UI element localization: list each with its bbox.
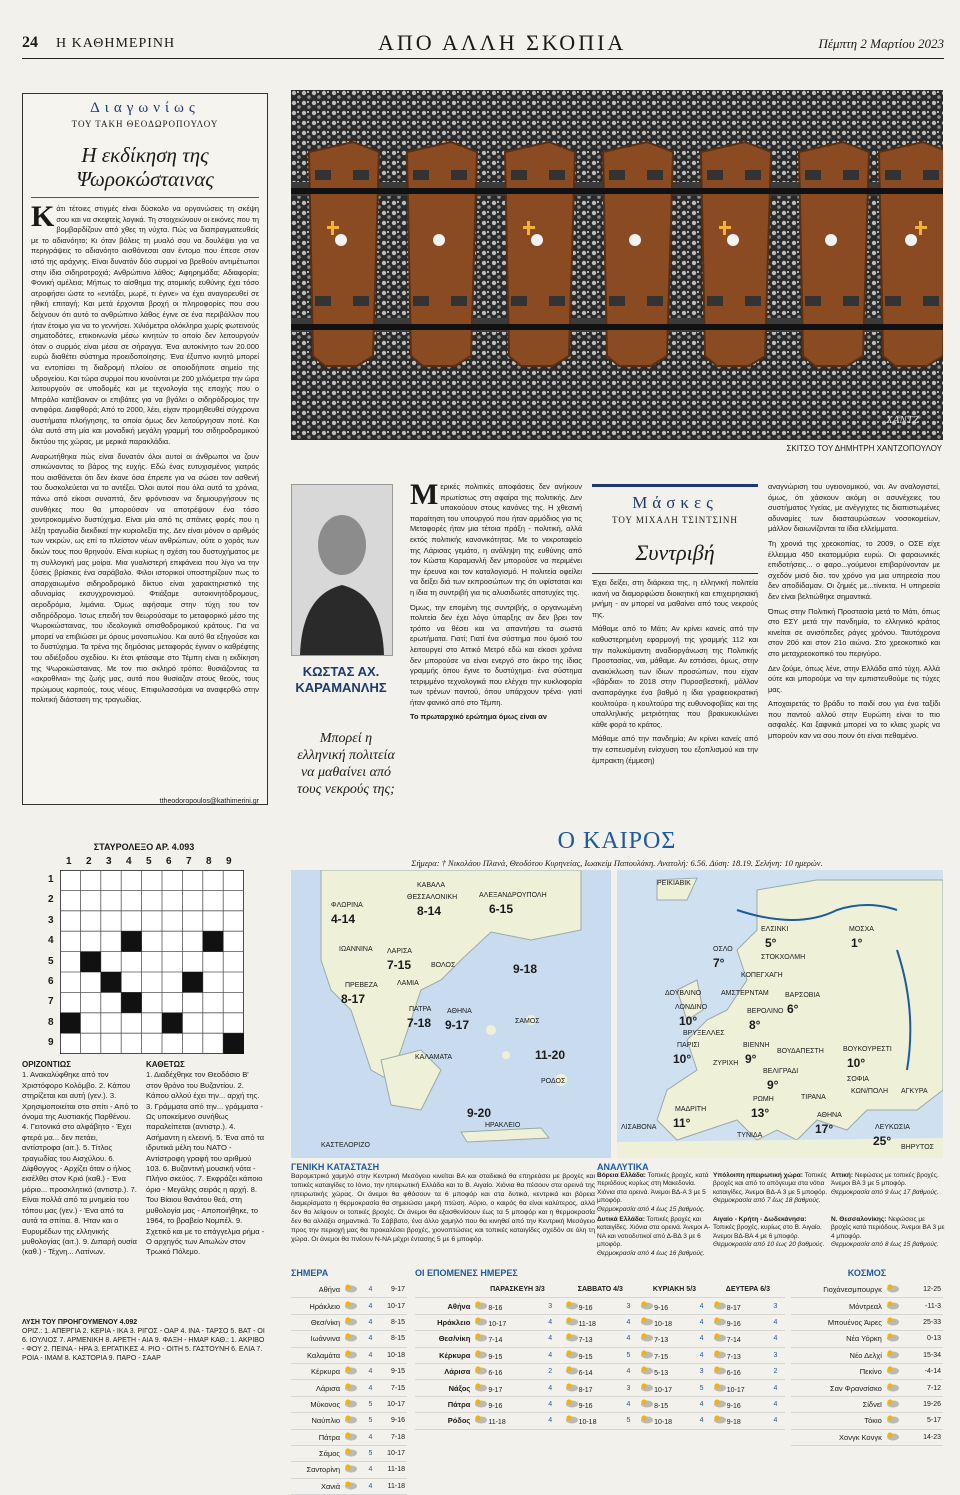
cloud-icon: [640, 1317, 654, 1326]
wind-value: 4: [367, 1347, 378, 1363]
weather-icon: [344, 1387, 358, 1394]
weather-icon: [886, 1321, 900, 1328]
wind-value: 4: [772, 1331, 785, 1347]
cloud-icon: [886, 1284, 900, 1293]
world-row: Πεκίνο -4-14: [791, 1363, 943, 1379]
today-row: Καλαμάτα 4 10-18: [291, 1347, 407, 1363]
wind-value: 4: [367, 1298, 378, 1314]
divider: [31, 197, 259, 198]
temp-value: 8-17: [726, 1304, 741, 1312]
wind-value: 4: [546, 1380, 562, 1396]
cloud-icon: [713, 1399, 727, 1408]
article-body: [31, 204, 259, 796]
crossword-row-numbers: 1 2 3 4 5 6 7 8 9: [48, 874, 54, 1049]
cloud-icon: [565, 1383, 579, 1392]
cloud-icon: [640, 1350, 654, 1359]
crossword-solution: ΛΥΣΗ ΤΟΥ ΠΡΟΗΓΟΥΜΕΝΟΥ 4.092 ΟΡΙΖ.: 1. ΑΠΕΡΓΙΑ 2. ΚΕΡΙΑ - ΙΚΑ 3. ΡΙΓΟΣ - ΟΑΡ 4. ΙΝΑ - ΤΑΡΣΟ 5. ΒΑΤ - ΟΙ 6. ΙΟΥΛΙΟΣ 7. ΑΡΜΕΝΙΚΗ 8. ΑΡΕΤΗ - ΑΙΑ 9. ΦΑΞΗ - ΗΜΑΡ ΚΑΘ.: 1. ΑΚΡΙΒΟ - ΦΟΥ 2. ΠΕΙΝΑ - ΗΡΑ 3. ΕΡΓΑΤΙΚΕΣ 4. ΡΙΟ - ΟΙΤΗ 5. ΓΑΣΤΟΥΝΗ 6. ΕΛΙΑ 7. ΡΟΙΑ - ΙΜΑΜ 8. ΚΑΣΤΟΡΙΑ 9. ΠΑΡΟ - ΣΑΑΡ: [22, 1319, 265, 1362]
cloud-icon: [344, 1317, 358, 1326]
cloud-icon: [640, 1399, 654, 1408]
illustration-coffins-on-track: [291, 90, 943, 440]
weather-icon: [565, 1370, 579, 1377]
drop-cap: Μ: [410, 482, 439, 511]
today-row: Ηράκλειο 4 10-17: [291, 1298, 407, 1314]
temp-value: 11-18: [488, 1419, 506, 1427]
analytic-block: Αττική: Νεφώσεις με τοπικές βροχές. Άνεμοι ΒΑ 3 με 5 μποφόρ. Θερμοκρασία από 9 έως 17 βαθμούς.: [831, 1172, 939, 1196]
article-title: Η εκδίκηση της Ψωροκώσταινας: [76, 143, 214, 191]
drop-cap: Κ: [31, 204, 55, 233]
cloud-icon: [474, 1301, 488, 1310]
temp-value: -4-14: [911, 1363, 943, 1379]
weather-icon: [344, 1288, 358, 1295]
weather-icon: [474, 1321, 488, 1328]
weather-icon: [474, 1387, 488, 1394]
weather-icon: [713, 1354, 727, 1361]
today-forecast: ΣΗΜΕΡΑ Αθήνα 4 9-17 Ηράκλειο 4 10-17 Θεσ/νίκη 4 8-15 Ιωάννινα 4 8-15 Καλαμάτα 4 10-18 Κέρκυρα 4 9-15 Λάρισα 4 7-15 Μύκονος 5 10-17 Ναύπλιο 5 9-16 Πάτρα 4 7-18 Σάμος 5 10-17 Σαντορίνη 4 11-18 Χανιά 4 11-18: [291, 1268, 407, 1495]
temp-value: 7-13: [726, 1353, 741, 1361]
temp-value: 15-34: [911, 1347, 943, 1363]
temp-value: 19-26: [911, 1396, 943, 1412]
weather-icon: [886, 1305, 900, 1312]
cloud-icon: [474, 1366, 488, 1375]
temp-value: 10-17: [488, 1320, 507, 1328]
wind-value: 5: [367, 1445, 378, 1461]
weather-section: [291, 828, 945, 1491]
world-row: Σαν Φρανσίσκο 7-12: [791, 1380, 943, 1396]
temp-value: 25-33: [911, 1314, 943, 1330]
temp-value: 9-17: [377, 1282, 407, 1298]
cloud-icon: [344, 1464, 358, 1473]
analytic-block: Ν. Θεσσαλονίκης: Νεφώσεις με βροχές κατά περιόδους. Άνεμοι ΒΑ 3 με 4 μποφόρ. Θερμοκρασία από 8 έως 15 βαθμούς.: [831, 1216, 945, 1249]
temp-value: 11-18: [377, 1462, 407, 1478]
today-row: Ιωάννινα 4 8-15: [291, 1331, 407, 1347]
wind-value: 4: [698, 1314, 711, 1330]
next-days-table: ΠΑΡΑΣΚΕΥΗ 3/3 ΣΑΒΒΑΤΟ 4/3 ΚΥΡΙΑΚΗ 5/3 ΔΕΥΤΕΡΑ 6/3 Αθήνα 8-16 3 9-16 3 9-16 4 8-17 3 Ηράκλειο 10-17 4 11-18 4 10-18 4 9-16 4 Θεσ/νίκη 7-14 4 7-13 4 7-13 4 7-14 4 Κέρκυρα 9-15 4 9-15 5 7-15 4 7-13 3 Λάρισα 6-16 2 6-14 4 5-13 3 6-16 2 Νάξος 9-17 4 8-17 3 10-17 5 10-17 4 Πάτρα 9-16 4 9-16 4 8-15 4 9-16 4 Ρόδος 11-18 4 10-18 5 10-18 4 9-18 4: [415, 1282, 785, 1430]
today-row: Σαντορίνη 4 11-18: [291, 1462, 407, 1478]
cloud-icon: [886, 1317, 900, 1326]
weather-icon: [344, 1436, 358, 1443]
world-table: [791, 1282, 943, 1446]
world-row: Γιοχάνεσμπουργκ 12-25: [791, 1282, 943, 1298]
cloud-icon: [565, 1350, 579, 1359]
temp-value: 9-15: [377, 1363, 407, 1379]
wind-value: 3: [772, 1347, 785, 1363]
next-days-row: Κέρκυρα 9-15 4 9-15 5 7-15 4 7-13 3: [415, 1347, 785, 1363]
cloud-icon: [344, 1415, 358, 1424]
wind-value: 4: [367, 1314, 378, 1330]
weather-icon: [886, 1354, 900, 1361]
weather-icon: [344, 1370, 358, 1377]
wind-value: 4: [625, 1331, 639, 1347]
weather-icon: [886, 1337, 900, 1344]
wind-value: 3: [772, 1298, 785, 1314]
column-byline: ΤΟΥ ΜΙΧΑΛΗ ΤΣΙΝΤΣΙΝΗ: [612, 515, 738, 525]
world-row: Νέο Δελχί 15-34: [791, 1347, 943, 1363]
today-row: Πάτρα 4 7-18: [291, 1429, 407, 1445]
today-row: Λάρισα 4 7-15: [291, 1380, 407, 1396]
weather-icon: [474, 1370, 488, 1377]
cloud-icon: [640, 1333, 654, 1342]
weather-icon: [344, 1452, 358, 1459]
weather-icon: [344, 1419, 358, 1426]
temp-value: 7-12: [911, 1380, 943, 1396]
weather-icon: [713, 1403, 727, 1410]
author-name: ΚΩΣΤΑΣ ΑΧ. ΚΑΡΑΜΑΝΛΗΣ: [295, 664, 387, 695]
temp-value: 9-17: [488, 1386, 503, 1394]
temp-value: 7-14: [726, 1337, 741, 1345]
cloud-icon: [565, 1301, 579, 1310]
author-portrait: [291, 484, 393, 656]
weather-icon: [713, 1337, 727, 1344]
world-row: Μπουένος Άιρες 25-33: [791, 1314, 943, 1330]
temp-value: 7-13: [654, 1337, 669, 1345]
weather-icon: [886, 1403, 900, 1410]
cloud-icon: [565, 1366, 579, 1375]
column-kicker: Μάσκες: [632, 493, 718, 512]
cloud-icon: [344, 1284, 358, 1293]
wind-value: 3: [625, 1380, 639, 1396]
temp-value: 9-16: [488, 1402, 503, 1410]
cloud-icon: [886, 1301, 900, 1310]
cloud-icon: [886, 1399, 900, 1408]
weather-icon: [565, 1305, 579, 1312]
temp-value: 10-17: [377, 1396, 407, 1412]
world-forecast: ΚΟΣΜΟΣ Γιοχάνεσμπουργκ 12-25 Μόντρεαλ -11-3 Μπουένος Άιρες 25-33 Νέα Υόρκη 0-13 Νέο Δελχί 15-34 Πεκίνο -4-14 Σαν Φρανσίσκο 7-12 Σίδνεϊ 19-26 Τόκιο 5-17 Χονγκ Κονγκ 14-23: [791, 1268, 943, 1446]
today-row: Θεσ/νίκη 4 8-15: [291, 1314, 407, 1330]
horizontal-clues: ΟΡΙΖΟΝΤΙΩΣ 1. Ανακαλύφθηκε από τον Χριστόφορο Κολόμβο. 2. Κάπου στηρίζεται και αυτή (γεν.). 3. Χρησιμοποιείται στο σπίτι - Από το όνομα της Αυστιακής Παρθένου. 4. Γειτονικά στο αλφάβητο - Έχει φτερά μα... δεν πετάει, αντίστροφα (αιτ.). 5. Τίτλος τραγωδίας του Αισχύλου. 6. Δίφθογγος - Αρχίζει όταν ο ήλιος εισέλθει στον Κριό (καθ.) - Ένα μόριο... προσκλητικό (αντιστρ.). 7. Είναι πολλά από τα μνημεία του τόπου μας (γεν.) - Ένα από τα αυτά τα σπίτια. 8. Ήταν και ο Ευρυμέδων της ελληνικής μυθολογίας (αιτ.). 9. Διπαρή ουσία (καθ.) - Τέχνη... Λατίνων.: [22, 1060, 138, 1257]
crossword-grid[interactable]: [60, 870, 244, 1054]
next-days-row: Νάξος 9-17 4 8-17 3 10-17 5 10-17 4: [415, 1380, 785, 1396]
cloud-icon: [886, 1383, 900, 1392]
weather-icon: [344, 1403, 358, 1410]
wind-value: 4: [367, 1429, 378, 1445]
weather-icon: [565, 1321, 579, 1328]
next-days-row: Ηράκλειο 10-17 4 11-18 4 10-18 4 9-16 4: [415, 1314, 785, 1330]
weather-icon: [565, 1419, 579, 1426]
temp-value: 7-15: [377, 1380, 407, 1396]
temp-value: 10-17: [654, 1386, 673, 1394]
general-status: ΓΕΝΙΚΗ ΚΑΤΑΣΤΑΣΗ Βαρομετρικό χαμηλό στην Κεντρική Μεσόγειο κινείται ΒΑ και σταδιακά θα επηρεάσει με βροχές και τοπικές καταιγίδες το Ιόνιο, την ηπειρωτική Ελλάδα και το Β. Αιγαίο. Χιόνια θα πέσουν στα ορεινά της ηπειρωτικής χώρας. Οι άνεμοι θα φθάσουν τα 6 μποφόρ και στα δυτικά, κεντρικά και βόρεια διαμερίσματα η θερμοκρασία θα σημειώσει μικρή πτώση. Αύριο, ο καιρός θα είναι καλύτερος, αλλά δεν θα λείψουν οι τοπικές βροχές. Οι άνεμοι θα εξασθενίσουν έως τα 5 μποφόρ και η θερμοκρασία δεν θα αλλάξει σημαντικά. Το Σάββατο, ένα άλλο χαμηλό που θα κινηθεί από την Κεντρική Μεσόγειο προς την περιοχή μας θα προκαλέσει βροχές, χιονοπτώσεις και τοπικές καταιγίδες σχεδόν σε όλη τη χώρα. Οι άνεμοι θα πνέουν Ν-ΝΑ μέχρι έντασης 5 με 6 μποφόρ.: [291, 1162, 595, 1243]
temp-value: 9-15: [488, 1353, 503, 1361]
wind-value: 3: [625, 1298, 639, 1314]
today-table: [291, 1282, 407, 1495]
cloud-icon: [713, 1301, 727, 1310]
column-kicker: Διαγωνίως: [90, 100, 200, 116]
wind-value: 5: [367, 1413, 378, 1429]
world-row: Χονγκ Κονγκ 14-23: [791, 1429, 943, 1445]
temp-value: 10-18: [578, 1419, 597, 1427]
temp-value: 7-18: [377, 1429, 407, 1445]
cloud-icon: [640, 1415, 654, 1424]
weather-icon: [640, 1337, 654, 1344]
weather-icon: [640, 1305, 654, 1312]
maskes-body-col2: αναγνώριση του υγειονομικού, ναι. Αν αναλογιστεί, όμως, ότι χάσκουν ακόμη οι ασυνέχειες του συστήματος Υγείας, με ανέγγιχτες τις διαπιστωμένες αδυναμίες των διασταυρώσεων νοσοκομείων, μάλλον διαιωνίζονται τα ίδια ελλείμματα. Τη χρονιά της χρεοκοπίας, το 2009, ο ΟΣΕ είχε έλλειμμα 450 εκατομμύρια ευρώ. Οι φαραωνικές επιδοτήσεις... ο φαρο...γούμενοι επιβαρύνονταν με σχεδόν μισό δισ. τον χρόνο για μια υπηρεσία που δεν αποδίδαμαν. Οι ζημιές με...τίνεκτα. Η υπηρεσία δεν είναι βελτιώθηκε σημαντικά. Όπως στην Πολιτική Προστασία μετά το Μάτι, όπως στο ΕΣΥ μετά την πανδημία, το ελληνικό κράτος κινείται σε ανισόπεδες ράγες χρόνου. Ταυτόχρονα στον 20ό και στον 21ο αιώνα. Στο χρεοκοπικό και στο μεταχρεοκοπικό του περιγύρο. Δεν ζούμε, όπως λένε, στην Ελλάδα από τύχη. Αλλά ούτε και μπορούμε να την εμπιστευθούμε τις τύχες μας. Αποχαιρετάς το βράδυ το παιδί σου για ένα ταξίδι που παντού αλλού στην Ευρώπη είναι το πιο ασφαλές. Και ξαφνικά μπορεί να το κλαις χωρίς να μπορούν καν να σου πουν ότι είναι πεθαμένο.: [768, 482, 940, 741]
wind-value: 5: [698, 1380, 711, 1396]
cloud-icon: [474, 1383, 488, 1392]
artist-signature: ΧΑΝΤΖ: [885, 414, 919, 426]
cloud-icon: [474, 1317, 488, 1326]
cloud-icon: [713, 1317, 727, 1326]
weather-icon: [565, 1354, 579, 1361]
temp-value: 11-18: [578, 1320, 596, 1328]
europe-weather-map: ΡΕΙΚΙΑΒΙΚ ΕΛΣΙΝΚΙ 5° ΜΟΣΧΑ 1° ΟΣΛΟ 7° ΣΤΟΚΧΟΛΜΗ ΚΟΠΕΓΧΑΓΗ ΔΟΥΒΛΙΝΟ ΑΜΣΤΕΡΝΤΑΜ ΒΑΡΣΟΒΙΑ 6° ΛΟΝΔΙΝΟ 10° ΒΕΡΟΛΙΝΟ 8° ΒΡΥΞΕΛΛΕΣ ΠΑΡΙΣΙ 10° ΒΙΕΝΝΗ 9° ΒΟΥΚΟΥΡΕΣΤΙ 10° ΒΟΥΔΑΠΕΣΤΗ ΖΥΡΙΧΗ ΒΕΛΙΓΡΑΔΙ 9° ΣΟΦΙΑ ΚΩΝ/ΠΟΛΗ ΑΓΚΥΡΑ ΤΙΡΑΝΑ ΡΩΜΗ 13° ΜΑΔΡΙΤΗ 11° ΛΙΣΑΒΟΝΑ ΤΥΝΙΔΑ ΑΘΗΝΑ 17° ΛΕΥΚΩΣΙΑ 25° ΒΗΡΥΤΟΣ: [617, 870, 943, 1158]
temp-value: 6-16: [726, 1370, 741, 1378]
author-email[interactable]: ttheodoropoulos@kathimerini.gr: [159, 798, 259, 805]
weather-icon: [640, 1419, 654, 1426]
weather-icon: [344, 1468, 358, 1475]
cloud-icon: [474, 1333, 488, 1342]
cloud-icon: [565, 1399, 579, 1408]
greece-weather-map: ΚΑΒΑΛΑ ΘΕΣΣΑΛΟΝΙΚΗ 8-14 ΑΛΕΞΑΝΔΡΟΥΠΟΛΗ 6-15 ΦΛΩΡΙΝΑ 4-14 ΙΩΑΝΝΙΝΑ ΛΑΡΙΣΑ 7-15 ΒΟΛΟΣ ΠΡΕΒΕΖΑ 8-17 ΛΑΜΙΑ ΠΑΤΡΑ 7-18 ΑΘΗΝΑ 9-17 ΣΑΜΟΣ ΚΑΛΑΜΑΤΑ ΡΟΔΟΣ ΗΡΑΚΛΕΙΟ ΚΑΣΤΕΛΟΡΙΖΟ 9-18 11-20 9-20: [291, 870, 611, 1158]
cloud-icon: [640, 1366, 654, 1375]
cloud-icon: [344, 1399, 358, 1408]
crossword-grid-area: [22, 870, 266, 1054]
today-row: Σάμος 5 10-17: [291, 1445, 407, 1461]
temp-value: 9-16: [578, 1304, 593, 1312]
analytic-block: Υπόλοιπη ηπειρωτική χώρα: Τοπικές βροχές και από το απόγευμα στα νότια καταιγίδες. Άνεμοι ΒΔ-Α 3 με 5 μποφόρ. Θερμοκρασία από 7 έως 18 βαθμούς.: [713, 1172, 828, 1205]
publication-name: Η ΚΑΘΗΜΕΡΙΝΗ: [56, 36, 176, 51]
wind-value: 4: [772, 1396, 785, 1412]
temp-value: 9-16: [726, 1402, 741, 1410]
wind-value: 4: [625, 1314, 639, 1330]
cloud-icon: [344, 1383, 358, 1392]
temp-value: 9-18: [726, 1419, 741, 1427]
temp-value: 9-16: [578, 1402, 593, 1410]
temp-value: -11-3: [911, 1298, 943, 1314]
today-row: Κέρκυρα 4 9-15: [291, 1363, 407, 1379]
crossword-col-numbers: 1 2 3 4 5 6 7 8 9: [66, 856, 232, 867]
temp-value: 7-14: [488, 1337, 503, 1345]
wind-value: 4: [546, 1396, 562, 1412]
analytic-block: Βόρεια Ελλάδα: Τοπικές βροχές, κατά περιόδους κυρίως στη Μακεδονία. Χιόνια στα ορεινά. Άνεμοι ΒΔ-Α 3 με 5 μποφόρ. Θερμοκρασία από 4 έως 15 βαθμούς.: [597, 1172, 709, 1213]
weather-icon: [474, 1419, 488, 1426]
wind-value: 4: [698, 1347, 711, 1363]
weather-icon: [474, 1403, 488, 1410]
wind-value: 4: [698, 1331, 711, 1347]
wind-value: 4: [698, 1396, 711, 1412]
world-row: Νέα Υόρκη 0-13: [791, 1331, 943, 1347]
wind-value: 4: [367, 1331, 378, 1347]
weather-icon: [565, 1337, 579, 1344]
maskes-header: [592, 484, 758, 574]
temp-value: 8-15: [377, 1314, 407, 1330]
cloud-icon: [886, 1333, 900, 1342]
wind-value: 4: [367, 1380, 378, 1396]
temp-value: 6-14: [578, 1370, 593, 1378]
weather-icon: [713, 1370, 727, 1377]
temp-value: 10-17: [726, 1386, 745, 1394]
cloud-icon: [713, 1366, 727, 1375]
weather-icon: [640, 1403, 654, 1410]
weather-subtitle: Σήμερα: † Νικολάου Πλανά, Θεοδότου Κυρηνείας, Ιωακείμ Παπουλάκη. Ανατολή: 6.56. Δύση: 18.19. Σελήνη: 10 ημερών.: [411, 858, 823, 868]
temp-value: 11-18: [377, 1478, 407, 1494]
cloud-icon: [565, 1333, 579, 1342]
wind-value: 4: [772, 1314, 785, 1330]
vertical-clues: ΚΑΘΕΤΩΣ 1. Διαδέχθηκε τον Θεοδόσιο Β' στον θρόνο του Βυζαντίου. 2. Κάπου αλλού έχει την... αρχή της. 3. Γράμματα από την... γράμματα - Ως υποκείμενο συνήθως παραλείπεται (αντιστρ.). 4. Ασήμαντη η ελεεινή. 5. Ένα από τα ιδρυτικά μέλη του ΝΑΤΟ - Αντίστροφη γραφή του αριθμού 103. 6. Βυζαντινή μουσική νότα - Πλήνο σκεύος. 7. Εκφράζει κάποιο όριο - Μεγάλης σειράς η αρχή. 8. Του Βίαιου θανάτου θεά, στη μυθολογία μας - Αποποιήθηκε, το 1964, το βραβείο Νομπέλ. 9. Σχετικό και με το επάγγελμα ρήμα - Ο αρχηγός των Αιτωλών στον Τρωικό Πόλεμο.: [146, 1060, 265, 1257]
cloud-icon: [713, 1383, 727, 1392]
temp-value: 14-23: [911, 1429, 943, 1445]
weather-icon: [640, 1321, 654, 1328]
cloud-icon: [344, 1333, 358, 1342]
temp-value: 9-15: [578, 1353, 593, 1361]
weather-icon: [886, 1419, 900, 1426]
analytic-block: Δυτικά Ελλάδα: Τοπικές βροχές και καταιγίδες. Χιόνια στα ορεινά. Άνεμοι Α-ΝΑ και νοτιοδυτικοί από Δ-ΒΔ 3 με 6 μποφόρ. Θερμοκρασία από 4 έως 16 βαθμούς.: [597, 1216, 711, 1257]
cloud-icon: [474, 1415, 488, 1424]
weather-icon: [713, 1321, 727, 1328]
cloud-icon: [886, 1415, 900, 1424]
weather-icon: [886, 1288, 900, 1295]
weather-icon: [640, 1370, 654, 1377]
weather-title: Ο ΚΑΙΡΟΣ: [557, 828, 677, 854]
weather-icon: [474, 1337, 488, 1344]
weather-icon: [886, 1436, 900, 1443]
wind-value: 4: [367, 1363, 378, 1379]
weather-icon: [344, 1337, 358, 1344]
temp-value: 10-18: [654, 1320, 673, 1328]
wind-value: 4: [698, 1298, 711, 1314]
paragraph: Αναρωτήθηκα πώς είναι δυνατόν όλοι αυτοί οι άνθρωποι να ζουν σπικώνοντας το βάρος της ευχής. Εδώ ένας ευτυχισμένος γιατρός που αισθάνεται ότι δεν έκανε όσα έπρεπε για να σώσει τον ασθενή του δυσκολεύεται να το αντέξει. Όλοι αυτοί που όλα αυτά τα χρόνια, πάνω από είκοσι συναπτά, δεν φρόντισαν να δημιουργήσουν τις συνθήκες που θα μπορούσαν να αποτρέψουν ένα τόσο χοντροκομμένο δυστύχημα. Είναι μία από τις σπάνιες φορές που η λέξη τραγωδία διεκδικεί την κυριολεξία της. Δεν είναι μόνον ο αριθμός των νεκρών, ως επί το πλείστον νέων ανθρώπων, ούτε ο χορός των δικών τους που θρηνούν. Είναι κυρίως η σχέση του δυστυχήματος με τη συλλογική μας μοίρα. Μια γυαλιστερή επιφάνεια που λίγο να την ξύσεις βρίσκεις ένα σαράβαλο. Φιλοι ιστορικοί υποστηρίζουν πως το απαρχαιωμένο σιδηροδρομικό δίκτυο είναι χαρακτηριστικό της αδυναμίας εκσυγχρονισμού. Φτιάξαμε αυτοκινητόδρομους, αεροδρόμια, λιμάνια. Όμως αφήσαμε στην τύχη του τον σιδηρόδρομο. Ίσως επειδή τον θεωρούσαμε το μεταφορικό μέσο της Ψωροκώσταινας, του ιδεολογικά οπισθοδρομικού κράτους. Για να μπορεί να επιβιώσει με όρους μονοπωλίου. Και αυτό θα εξηγούσε και το δυστύχημα. Τα τρένα της δημόσιας μεταφοράς έγιναν ο καθρέφτης του αδιέξοδου σχεδίου. Κι έτσι φτάσαμε στο Τέμπη είναι η εκδίκηση της Ψωροκώσταινας. Με τον πιο σκληρό τρόπο: θυσιάζοντας τα «ακροθίνια» της ζωής μας, αυτά που θυσίαζαν στους θεούς, τους πρώιμους καρπούς, τους νέους. Επιφυλασσόμαι να αναφερθώ στην πολιτική διάσταση της τραγωδίας.: [31, 451, 259, 705]
cloud-icon: [344, 1301, 358, 1310]
temp-value: 5-17: [911, 1413, 943, 1429]
cloud-icon: [565, 1317, 579, 1326]
next-days-row: Θεσ/νίκη 7-14 4 7-13 4 7-13 4 7-14 4: [415, 1331, 785, 1347]
weather-icon: [713, 1419, 727, 1426]
temp-value: 12-25: [911, 1282, 943, 1298]
weather-icon: [344, 1305, 358, 1312]
cloud-icon: [344, 1432, 358, 1441]
wind-value: 4: [772, 1380, 785, 1396]
wind-value: 3: [698, 1363, 711, 1379]
temp-value: 10-18: [654, 1419, 673, 1427]
weather-icon: [474, 1354, 488, 1361]
cloud-icon: [344, 1350, 358, 1359]
temp-value: 8-16: [488, 1304, 503, 1312]
wind-value: 4: [367, 1478, 378, 1494]
next-days-row: Αθήνα 8-16 3 9-16 3 9-16 4 8-17 3: [415, 1298, 785, 1314]
cloud-icon: [474, 1350, 488, 1359]
wind-value: 4: [546, 1314, 562, 1330]
weather-icon: [344, 1354, 358, 1361]
wind-value: 4: [546, 1331, 562, 1347]
crossword-title: ΣΤΑΥΡΟΛΕΞΟ ΑΡ. 4.093: [93, 842, 195, 852]
world-row: Σίδνεϊ 19-26: [791, 1396, 943, 1412]
temp-value: 10-17: [377, 1298, 407, 1314]
today-row: Ναύπλιο 5 9-16: [291, 1413, 407, 1429]
wind-value: 4: [625, 1363, 639, 1379]
section-name: ΑΠΟ ΑΛΛΗ ΣΚΟΠΙΑ: [378, 30, 627, 55]
column-byline: ΤΟΥ ΤΑΚΗ ΘΕΟΔΩΡΟΠΟΥΛΟΥ: [71, 119, 219, 129]
article-title: Συντριβή: [635, 540, 715, 565]
next-days-row: Ρόδος 11-18 4 10-18 5 10-18 4 9-18 4: [415, 1413, 785, 1429]
temp-value: 9-16: [377, 1413, 407, 1429]
page-number: 24: [22, 34, 38, 51]
illustration-credit: ΣΚΙΤΣΟ ΤΟΥ ΔΗΜΗΤΡΗ ΧΑΝΤΖΟΠΟΥΛΟΥ: [786, 444, 942, 453]
temp-value: 9-16: [654, 1304, 669, 1312]
cloud-icon: [344, 1366, 358, 1375]
portrait-svg: [292, 485, 392, 655]
today-row: Αθήνα 4 9-17: [291, 1282, 407, 1298]
cloud-icon: [886, 1432, 900, 1441]
world-row: Μόντρεαλ -11-3: [791, 1298, 943, 1314]
wind-value: 4: [625, 1396, 639, 1412]
cloud-icon: [713, 1350, 727, 1359]
next-days-forecast: ΟΙ ΕΠΟΜΕΝΕΣ ΗΜΕΡΕΣ ΠΑΡΑΣΚΕΥΗ 3/3 ΣΑΒΒΑΤΟ 4/3 ΚΥΡΙΑΚΗ 5/3 ΔΕΥΤΕΡΑ 6/3 Αθήνα 8-16 3 9-16 3 9-16 4 8-17 3 Ηράκλειο 10-17 4 11-18 4 10-18 4 9-16 4 Θεσ/νίκη 7-14 4 7-13 4 7-13 4 7-14 4 Κέρκυρα 9-15 4 9-15 5 7-15 4 7-13 3 Λάρισα 6-16 2 6-14 4 5-13 3 6-16 2 Νάξος 9-17 4 8-17 3 10-17 5 10-17 4 Πάτρα 9-16 4 9-16 4 8-15 4 9-16 4 Ρόδος 11-18 4 10-18 5 10-18 4 9-18 4: [415, 1268, 785, 1430]
cloud-icon: [344, 1481, 358, 1490]
analytic-forecast: ΑΝΑΛΥΤΙΚΑ Βόρεια Ελλάδα: Τοπικές βροχές, κατά περιόδους κυρίως στη Μακεδονία. Χιόνια στα ορεινά. Άνεμοι ΒΔ-Α 3 με 5 μποφόρ. Θερμοκρασία από 4 έως 15 βαθμούς. Υπόλοιπη ηπειρωτική χώρα: Τοπικές βροχές και από το απόγευμα στα νότια καταιγίδες. Άνεμοι ΒΔ-Α 3 με 5 μποφόρ. Θερμοκρασία από 7 έως 18 βαθμούς. Αττική: Νεφώσεις με τοπικές βροχές. Άνεμοι ΒΑ 3 με 5 μποφόρ. Θερμοκρασία από 9 έως 17 βαθμούς. Δυτικά Ελλάδα: Τοπικές βροχές και καταιγίδες. Χιόνια στα ορεινά. Άνεμοι Α-ΝΑ και νοτιοδυτικοί από Δ-ΒΔ 3 με 6 μποφόρ. Θερμοκρασία από 4 έως 16 βαθμούς. Αιγαίο - Κρήτη - Δωδεκάνησα: Τοπικές βροχές, κυρίως στο Β. Αιγαίο. Άνεμοι ΒΔ-ΒΑ 4 με 6 μποφόρ. Θερμοκρασία από 10 έως 20 βαθμούς. Ν. Θεσσαλονίκης: Νεφώσεις με βροχές κατά περιόδους. Άνεμοι ΒΑ 3 με 4 μποφόρ. Θερμοκρασία από 8 έως 15 βαθμούς.: [597, 1162, 945, 1257]
karamanlis-article-body: Μερικές πολιτικές αποφάσεις δεν ανήκουν πρωτίστως στη σφαίρα της πολιτικής. Δεν υπακούουν στους κανόνες της. Η χθεσινή παραίτηση του υπουργού που ήταν αρμόδιος για τις Μεταφορές ήταν μια τέτοια πράξη - πολιτική, αλλά εκτός πολιτικής κανονικότητας. Με το νεκροταφείο της Λάρισας γεμάτο, η ανάληψη της ευθύνης από τον Κώστα Καραμανλή δεν μπορούσε να περιμένει την έρευνα και τον καταλογισμό. Η πολιτεία οφείλει να δείξει διά των εκπροσώπων της ότι υφίσταται και η ίδια τη συντριβή για τις αλυσιδωτές αποτυχίες της. Όμως, την επομένη της συντριβής, ο οργανωμένη πολιτεία δεν έχει λόγο ύπαρξης αν δεν βρει τον τρόπο να θέσει και να απαντήσει τα σωστά ερωτήματα. Γιατί; Γιατί ένα σύστημα που όμοιό του λειτουργεί στο Αττικό Μετρό εδώ και είκοσι χρόνια δεν μπορούσε να είναι ενεργό στο άκρο της ίδιας γραμμής όπου έγινε το δυστύχημα· ένα σύστημα τετριμμένο τεχνολογικά που ελέγχει την κυκλοφορία των τρένων παντού, όπου υπάρχουν τρένα· γιατί ήταν φανικό από στο Τέμπη. Το πρωταρχικό ερώτημα όμως είναι αν: [410, 482, 582, 722]
weather-icon: [474, 1305, 488, 1312]
wind-value: 4: [698, 1413, 711, 1429]
cloud-icon: [886, 1366, 900, 1375]
today-row: Μύκονος 5 10-17: [291, 1396, 407, 1412]
temp-value: 9-16: [726, 1320, 741, 1328]
weather-icon: [886, 1387, 900, 1394]
crossword: [22, 842, 266, 1363]
temp-value: 8-15: [654, 1402, 669, 1410]
paragraph: άτι τέτοιες στιγμές είναι δύσκολο να οργανώσεις τη σκέψη σου και να σκεφτείς λογικά. Τη στοιχειώνουν οι εικόνες που τη βομβαρδίζουν από χθες τη νύχτα. Πώς να διαπραγματευθείς με το αδιανόητο; Κι όταν βάλεις τη μυαλό σου να δουλέψει για να περιγράψεις το αδιανόητο αισθάνεσαι σαν έντομο που έπεσε στον ιστό της αράχνης. Είναι δυνατόν δύο συρμοί να βρεθούν αντιμέτωποι στην ίδια σιδηροτροχιά; Ανθρώπινο λάθος; Αφηρημάδα; Αδιαφορία; Φονική αμέλεια; Μήπως το αίσθημα της ατομικής ευθύνης έχει τόσο ατροφήσει ώστε το «εντάξει, μωρέ, τι έγινε» να έχει αναγορευθεί σε ηθική επιταγή; Και μετά έρχονται βροχή οι πληροφορίες που σου δείχνουν ότι αυτό το ανθρώπινο λάθος έγινε σε ένα περιβάλλον που ήταν έτοιμο για να το γεννήσει. Χιλιόμετρα ολόκληρα χωρίς φωτεινούς σηματοδότες, επικοινωνία μέσω κινητών το οποίο δεν λειτουργούν όταν ο συρμός είναι μέσα σε σήραγγα. Ένα αυτοκίνητο των 20.000 ευρώ διαθέτει σύστημα προειδοποίησης. Ένα έξυπνο κινητό μπορεί να εντοπίσει τη διαδρομή πλοίου σε οποιοδήποτε σημείο της υδρογείου. Και τώρα συρμοί που κινούνται με 200 χιλιόμετρα την ώρα λειτουργούν σε υποδομές και με τεχνολογία της εποχής που ο Μπράλο κατέβαιναν οι επιβάτες για να βγάλει ο σιδηρόδρομος την αντιφόρα. Διαφθορά; Από το 2000, λέει, είχαν προμηθευθεί σύγχρονα συστήματα πλοήγησης, τα οποία όμως δεν λειτούργησαν ποτέ. Και όλα αυτά στη μία και μοναδική μεγάλη γραμμή του σιδηροδρομικού δικτύου της χώρας, με μερικά παρακλάδια.: [31, 204, 259, 447]
cloud-icon: [565, 1415, 579, 1424]
weather-icon: [886, 1370, 900, 1377]
weather-icon: [713, 1387, 727, 1394]
temp-value: 10-18: [377, 1347, 407, 1363]
illustration-svg: [291, 90, 943, 440]
cloud-icon: [640, 1383, 654, 1392]
pull-quote: Μπορεί η ελληνική πολιτεία να μαθαίνει από τους νεκρούς της;: [297, 731, 395, 797]
wind-value: 5: [625, 1347, 639, 1363]
weather-icon: [713, 1305, 727, 1312]
temp-value: 7-15: [654, 1353, 669, 1361]
weather-icon: [640, 1387, 654, 1394]
cloud-icon: [640, 1301, 654, 1310]
wind-value: 4: [772, 1413, 785, 1429]
maskes-body-col1: Έχει δείξει, στη διάρκεια της, η ελληνική πολιτεία ικανή να διαμορφώσει διοικητική και επιχειρησιακή μνήμη - αν μπορεί να μαθαίνει από τους νεκρούς της. Μάθαμε από το Μάτι; Αν κρίνει κανείς από την καθυστερημένη εφαρμογή της γραμμής 112 και την πολυκύμαντη αναδιοργάνωση της Πολιτικής Προστασίας, ναι, μάθαμε. Αν εστιάσει, όμως, στην ανακύκλωση των ίδιων προσώπων, που είχαν «βάρδια» το 2018 στην Πυροσβεστική, μάλλον αναπαράγηκε ένα βαθμό η ίδια γραφειοκρατική κουλτούρα· η κουλτούρα της ευθυνοφοβίας και της υπαλληλικής μετριότητας που βρακυκυκλώνει κάθε φορά το κράτος. Μάθαμε από την πανδημία; Αν κρίνει κανείς από την εσπευσμένη ενίσχυση του εξοπλισμού και την έμπρακτη (έμμεση): [592, 578, 758, 765]
weather-icon: [565, 1403, 579, 1410]
analytic-block: Αιγαίο - Κρήτη - Δωδεκάνησα: Τοπικές βροχές, κυρίως στο Β. Αιγαίο. Άνεμοι ΒΔ-ΒΑ 4 με 6 μποφόρ. Θερμοκρασία από 10 έως 20 βαθμούς.: [713, 1216, 825, 1249]
weather-icon: [640, 1354, 654, 1361]
wind-value: 2: [546, 1363, 562, 1379]
temp-value: 8-15: [377, 1331, 407, 1347]
temp-value: 10-17: [377, 1445, 407, 1461]
wind-value: 5: [625, 1413, 639, 1429]
wind-value: 3: [546, 1298, 562, 1314]
temp-value: 5-13: [654, 1370, 669, 1378]
weather-icon: [565, 1387, 579, 1394]
cloud-icon: [886, 1350, 900, 1359]
cloud-icon: [474, 1399, 488, 1408]
wind-value: 4: [546, 1413, 562, 1429]
temp-value: 6-16: [488, 1370, 503, 1378]
today-row: Χανιά 4 11-18: [291, 1478, 407, 1494]
cloud-icon: [344, 1448, 358, 1457]
issue-date: Πέμπτη 2 Μαρτίου 2023: [818, 36, 944, 51]
next-days-row: Πάτρα 9-16 4 9-16 4 8-15 4 9-16 4: [415, 1396, 785, 1412]
diagonios-column: [22, 93, 268, 805]
cloud-icon: [713, 1333, 727, 1342]
next-days-row: Λάρισα 6-16 2 6-14 4 5-13 3 6-16 2: [415, 1363, 785, 1379]
wind-value: 4: [367, 1282, 378, 1298]
wind-value: 4: [367, 1462, 378, 1478]
temp-value: 0-13: [911, 1331, 943, 1347]
page-header: [22, 28, 944, 59]
wind-value: 2: [772, 1363, 785, 1379]
temp-value: 8-17: [578, 1386, 593, 1394]
weather-icon: [344, 1321, 358, 1328]
wind-value: 4: [546, 1347, 562, 1363]
wind-value: 5: [367, 1396, 378, 1412]
world-row: Τόκιο 5-17: [791, 1413, 943, 1429]
cloud-icon: [713, 1415, 727, 1424]
temp-value: 7-13: [578, 1337, 593, 1345]
